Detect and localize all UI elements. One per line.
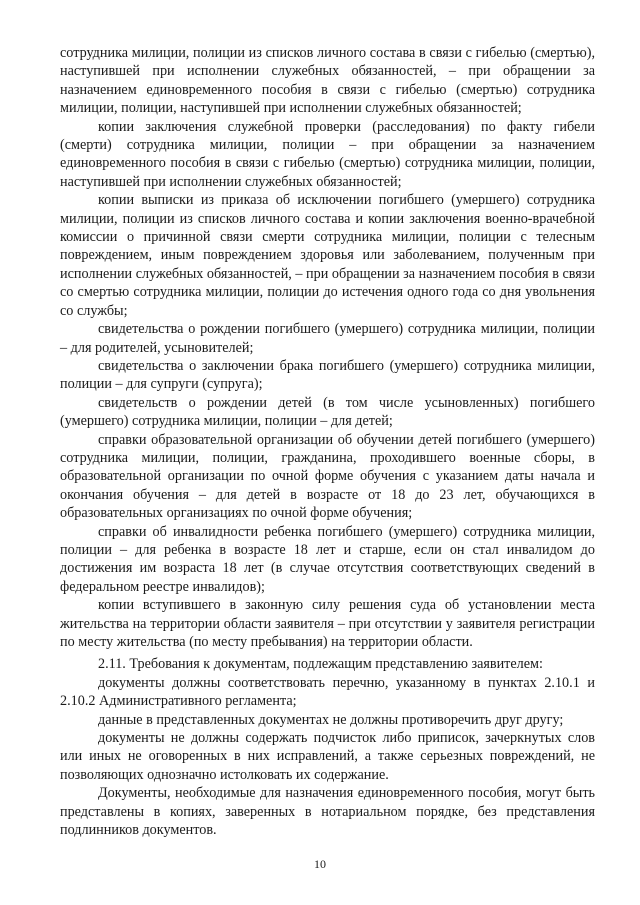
- paragraph-continuation: сотрудника милиции, полиции из списков личного состава в связи с гибелью (смертью), наступившей при исполнении служебных обязанностей, – при обращении за назначением единовременного пособия в связи с гибелью (смертью) сотрудника милиции, полиции, наступившей при исполнении служебных обязанностей;: [60, 45, 595, 117]
- page-number: 10: [314, 857, 326, 871]
- document-body: [60, 44, 595, 839]
- section-heading-2-11: 2.11. Требования к документам, подлежащим представлению заявителем:: [98, 656, 543, 673]
- paragraph-children-birth-certificates: свидетельств о рождении детей (в том числе усыновленных) погибшего (умершего) сотрудника милиции, полиции – для детей;: [60, 394, 595, 430]
- paragraph-service-inspection: копии заключения служебной проверки (расследования) по факту гибели (смерти) сотрудника милиции, полиции – при обращении за назначением единовременного пособия в связи с гибелью (смертью) сотрудника милиции, полиции, наступившей при исполнении служебных обязанностей;: [60, 118, 595, 190]
- paragraph-birth-certificate-parents: свидетельства о рождении погибшего (умершего) сотрудника милиции, полиции – для родителей, усыновителей;: [60, 321, 595, 356]
- paragraph-order-extract: копии выписки из приказа об исключении погибшего (умершего) сотрудника милиции, полиции из списков личного состава и копии заключения военно-врачебной комиссии о причинной связи смерти сотрудника милиции, полиции с телесным повреждением, иным повреждением здоровья или заболеванием, полученным при исполнении служебных обязанностей, – при обращении за назначением пособия в связи со смертью сотрудника милиции, полиции до истечения одного года со дня увольнения со службы;: [60, 192, 595, 319]
- paragraph-requirement-list: документы должны соответствовать перечню, указанному в пунктах 2.10.1 и 2.10.2 Административного регламента;: [60, 674, 595, 710]
- paragraph-education-certificate: справки образовательной организации об обучении детей погибшего (умершего) сотрудника милиции, полиции, гражданина, проходившего военные сборы, в образовательной организации по очной форме обучения с указанием даты начала и окончания обучения – для детей в возрасте от 18 до 23 лет, обучающихся в образовательных организациях по очной форме обучения;: [60, 431, 595, 522]
- paragraph-requirement-consistency: данные в представленных документах не должны противоречить друг другу;: [98, 711, 564, 728]
- paragraph-requirement-no-corrections: документы не должны содержать подчисток либо приписок, зачеркнутых слов или иных не оговоренных в них исправлений, а также серьезных повреждений, не позволяющих однозначно истолковать их содержание.: [60, 730, 595, 783]
- paragraph-disability-certificate: справки об инвалидности ребенка погибшего (умершего) сотрудника милиции, полиции – для ребенка в возрасте 18 лет и старше, если он стал инвалидом до достижения им возраста 18 лет (в случае отсутствия соответствующих сведений в федеральном реестре инвалидов);: [60, 523, 595, 595]
- paragraph-court-decision: копии вступившего в законную силу решения суда об установлении места жительства на территории области заявителя – при отсутствии у заявителя регистрации по месту жительства (по месту пребывания) на территории области.: [60, 597, 595, 650]
- paragraph-marriage-certificate: свидетельства о заключении брака погибшего (умершего) сотрудника милиции, полиции – для супруги (супруга);: [60, 357, 595, 393]
- paragraph-notarized-copies: Документы, необходимые для назначения единовременного пособия, могут быть представлены в копиях, заверенных в нотариальном порядке, без представления подлинников документов.: [60, 785, 595, 839]
